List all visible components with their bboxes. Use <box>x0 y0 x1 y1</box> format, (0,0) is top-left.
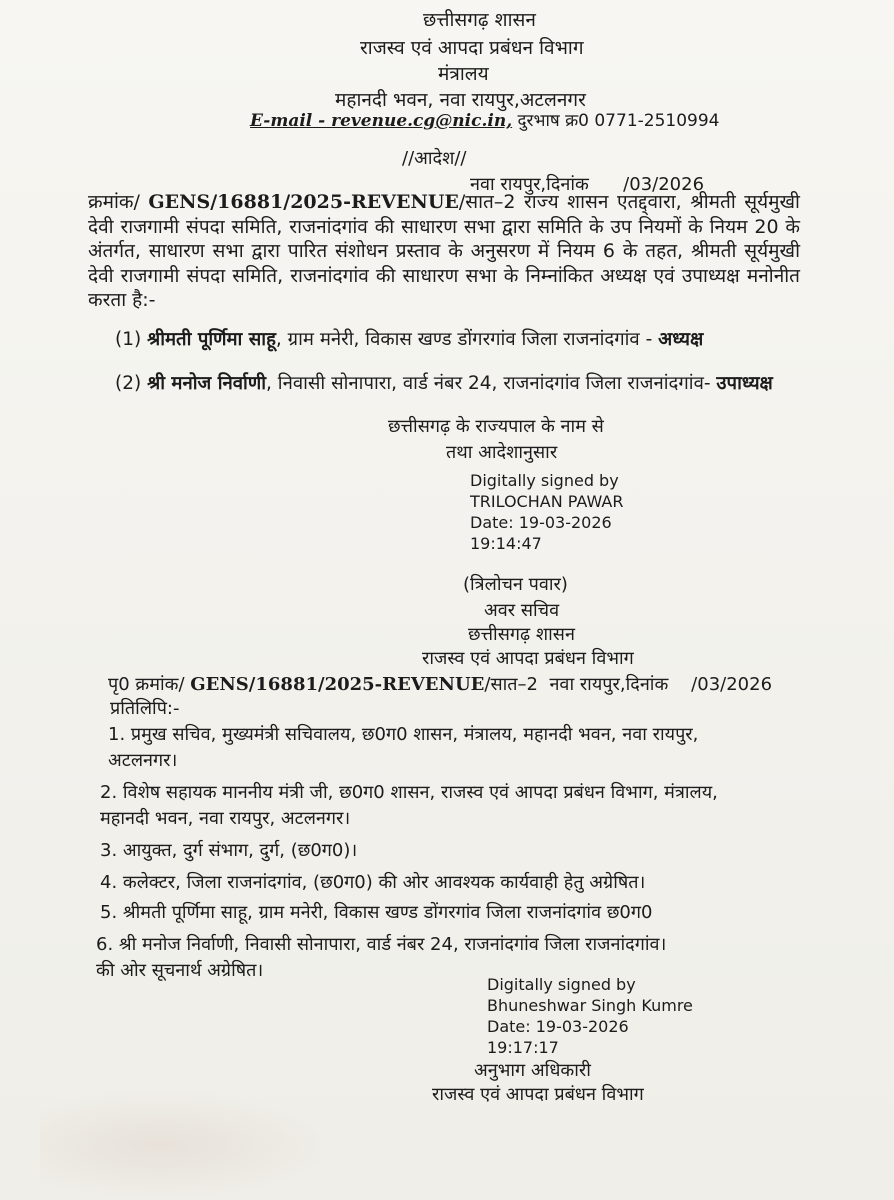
copy-item: 4. कलेक्टर, जिला राजनांदगांव, (छ0ग0) की ओर आवश्यक कार्यवाही हेतु अग्रेषित। <box>100 872 646 893</box>
governor-line-1: छत्तीसगढ़ के राज्यपाल के नाम से <box>388 416 604 437</box>
digital-signature-2 <box>487 974 693 1058</box>
order-ref-suffix: /सात–2 <box>458 191 516 213</box>
govt-name: छत्तीसगढ़ शासन <box>423 9 536 31</box>
copy-item: 3. आयुक्त, दुर्ग संभाग, दुर्ग, (छ0ग0)। <box>100 840 358 861</box>
copy-item: की ओर सूचनार्थ अग्रेषित। <box>96 960 264 981</box>
appointee-1-role: अध्यक्ष <box>658 329 704 350</box>
endorsement-ref <box>108 672 772 696</box>
appointee-2-name: श्री मनोज निर्वाणी <box>147 373 267 394</box>
signature-1-date: Date: 19-03-2026 <box>470 513 612 532</box>
appointee-1-detail: , ग्राम मनेरी, विकास खण्ड डोंगरगांव जिला राजनांदगांव - <box>275 329 659 350</box>
signature-2-signer: Bhuneshwar Singh Kumre <box>487 996 693 1015</box>
signature-1-time: 19:14:47 <box>470 534 542 553</box>
signature-1-label: Digitally signed by <box>470 471 619 490</box>
appointee-2 <box>115 370 773 395</box>
appointee-2-detail: , निवासी सोनापारा, वार्ड नंबर 24, राजनांदगांव जिला राजनांदगांव- <box>266 373 717 394</box>
copy-item: 2. विशेष सहायक माननीय मंत्री जी, छ0ग0 शासन, राजस्व एवं आपदा प्रबंधन विभाग, मंत्रालय, <box>100 782 718 803</box>
order-place-date: नवा रायपुर,दिनांक /03/2026 <box>470 174 705 195</box>
copy-item: महानदी भवन, नवा रायपुर, अटलनगर। <box>100 808 351 829</box>
appointee-2-number: (2) <box>115 373 148 394</box>
governor-line-2: तथा आदेशानुसार <box>446 442 558 463</box>
order-body <box>88 190 800 313</box>
signature-2-date: Date: 19-03-2026 <box>487 1017 629 1036</box>
signature-2-time: 19:17:17 <box>487 1038 559 1057</box>
copy-item: 1. प्रमुख सचिव, मुख्यमंत्री सचिवालय, छ0ग0 शासन, मंत्रालय, महानदी भवन, नवा रायपुर, <box>108 724 699 745</box>
endorsement-suffix: /सात–2 <box>484 674 538 695</box>
signature-2-label: Digitally signed by <box>487 975 636 994</box>
paper-smudge <box>40 1090 340 1200</box>
signatory-1-name: (त्रिलोचन पवार) <box>463 574 568 595</box>
signatory-2-designation: अनुभाग अधिकारी <box>474 1060 591 1081</box>
appointee-1 <box>115 326 703 351</box>
department-name: राजस्व एवं आपदा प्रबंधन विभाग <box>360 37 584 59</box>
signatory-2-department: राजस्व एवं आपदा प्रबंधन विभाग <box>432 1084 644 1105</box>
contact-line <box>250 108 719 131</box>
copy-item: 6. श्री मनोज निर्वाणी, निवासी सोनापारा, वार्ड नंबर 24, राजनांदगांव जिला राजनांदगांव। <box>96 934 667 955</box>
signatory-1-designation: अवर सचिव <box>484 600 560 621</box>
order-body-text: राज्य शासन एतद्द्वारा, श्रीमती सूर्यमुखी देवी राजगामी संपदा समिति, राजनांदगांव की साधारण सभा द्वारा समिति के उप नियमों के नियम 20 के अंतर्गत, साधारण सभा द्वारा पारित संशोधन प्रस्ताव के अनुसरण में नियम 6 के तहत, श्रीमती सूर्यमुखी देवी राजगामी संपदा समिति, राजनांदगांव की साधारण सभा के निम्नांकित अध्यक्ष एवं उपाध्यक्ष मनोनीत करता है:- <box>88 191 800 311</box>
signature-1-signer: TRILOCHAN PAWAR <box>470 492 624 511</box>
order-ref-number: GENS/16881/2025-REVENUE <box>148 191 459 213</box>
signatory-1-org: छत्तीसगढ़ शासन <box>468 624 575 645</box>
copy-label: प्रतिलिपि:- <box>110 698 180 719</box>
ministry-name: मंत्रालय <box>438 63 489 85</box>
phone-number: दुरभाष क्र0 0771-2510994 <box>512 111 720 131</box>
order-title: //आदेश// <box>402 148 467 169</box>
copy-item: 5. श्रीमती पूर्णिमा साहू, ग्राम मनेरी, विकास खण्ड डोंगरगांव जिला राजनांदगांव छ0ग0 <box>100 902 653 923</box>
endorsement-prefix: पृ0 क्रमांक/ <box>108 674 191 695</box>
signatory-1-department: राजस्व एवं आपदा प्रबंधन विभाग <box>422 648 634 669</box>
copy-item: अटलनगर। <box>108 750 178 771</box>
address: महानदी भवन, नवा रायपुर,अटलनगर <box>335 89 586 111</box>
appointee-1-name: श्रीमती पूर्णिमा साहू <box>147 329 276 350</box>
endorsement-place-date: नवा रायपुर,दिनांक /03/2026 <box>538 674 773 695</box>
order-ref-prefix: क्रमांक/ <box>88 191 149 213</box>
digital-signature-1 <box>470 470 623 554</box>
endorsement-ref-number: GENS/16881/2025-REVENUE <box>190 674 485 695</box>
appointee-1-number: (1) <box>115 329 148 350</box>
appointee-2-role: उपाध्यक्ष <box>716 373 773 394</box>
email-link[interactable]: E-mail - revenue.cg@nic.in, <box>250 111 513 131</box>
